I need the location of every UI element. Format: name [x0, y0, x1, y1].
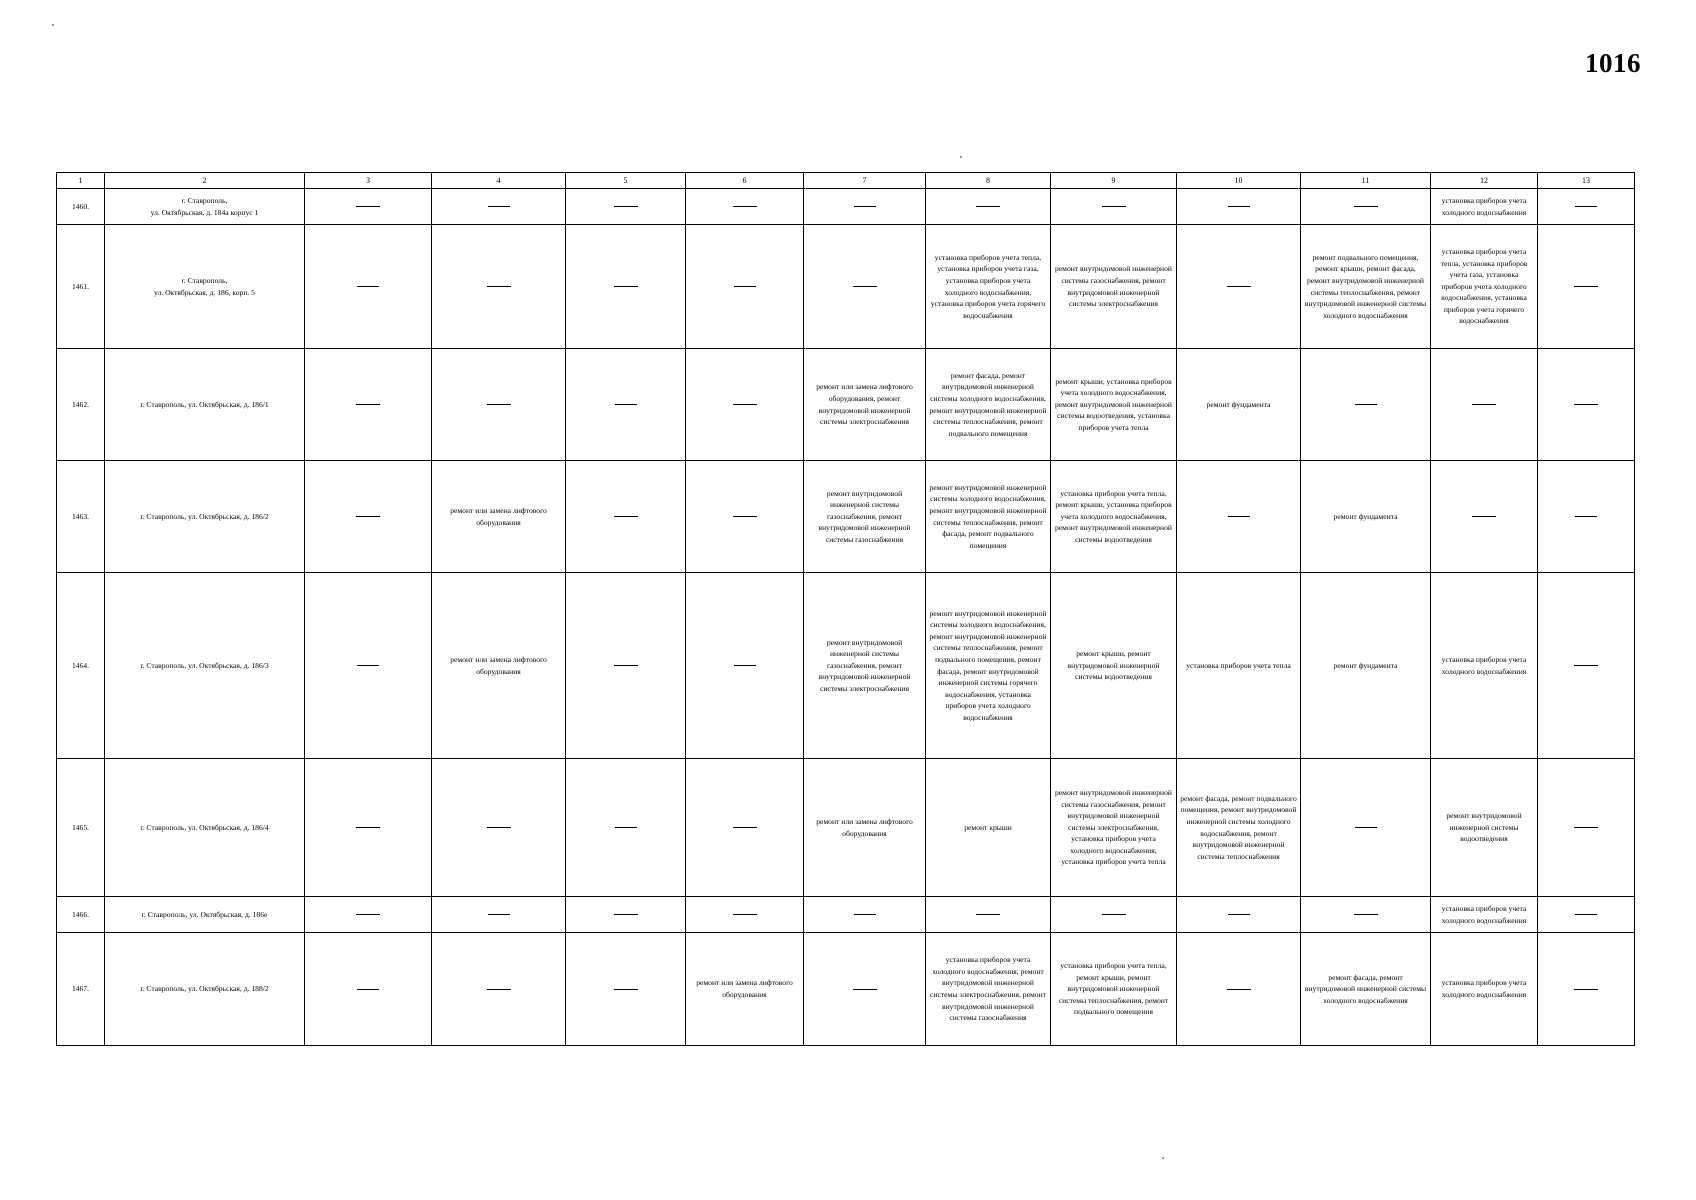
address-cell: г. Ставрополь, ул. Октябрьская, д. 186/1: [105, 349, 305, 461]
dash-mark: [1228, 914, 1250, 915]
dash-mark: [487, 827, 511, 828]
empty-dash-cell: [926, 189, 1051, 225]
table-row: [57, 189, 1635, 225]
dash-mark: [733, 914, 757, 915]
work-type-cell: ремонт внутридомовой инженерной системы водоотведения: [1431, 759, 1538, 897]
dash-mark: [614, 989, 638, 990]
empty-dash-cell: [1177, 897, 1301, 933]
row-number-cell: 1463.: [57, 461, 105, 573]
dash-mark: [487, 404, 511, 405]
empty-dash-cell: [1301, 189, 1431, 225]
scan-speck: [960, 156, 962, 158]
empty-dash-cell: [804, 933, 926, 1046]
empty-dash-cell: [1538, 573, 1635, 759]
dash-mark: [356, 516, 380, 517]
address-cell: г. Ставрополь, ул. Октябрьская, д. 186/3: [105, 573, 305, 759]
empty-dash-cell: [305, 759, 432, 897]
empty-dash-cell: [1431, 349, 1538, 461]
empty-dash-cell: [1177, 461, 1301, 573]
dash-mark: [734, 665, 756, 666]
empty-dash-cell: [305, 349, 432, 461]
dash-mark: [733, 206, 757, 207]
work-type-cell: ремонт или замена лифтового оборудования, ремонт внутридомовой инженерной системы электроснабжения: [804, 349, 926, 461]
dash-mark: [734, 286, 756, 287]
dash-mark: [854, 206, 876, 207]
work-type-cell: ремонт фасада, ремонт подвального помещения, ремонт внутридомовой инженерной системы холодного водоснабжения, ремонт внутридомовой инженерной системы теплоснабжения: [1177, 759, 1301, 897]
empty-dash-cell: [566, 349, 686, 461]
dash-mark: [1575, 206, 1597, 207]
address-cell: г. Ставрополь, ул. Октябрьская, д. 184а корпус 1: [105, 189, 305, 225]
dash-mark: [853, 286, 877, 287]
empty-dash-cell: [566, 897, 686, 933]
row-number-cell: 1464.: [57, 573, 105, 759]
work-type-cell: установка приборов учета тепла: [1177, 573, 1301, 759]
work-type-cell: ремонт фундамента: [1177, 349, 1301, 461]
address-cell: г. Ставрополь, ул. Октябрьская, д. 186е: [105, 897, 305, 933]
empty-dash-cell: [686, 759, 804, 897]
address-cell: г. Ставрополь, ул. Октябрьская, д. 186/2: [105, 461, 305, 573]
empty-dash-cell: [804, 225, 926, 349]
work-type-cell: установка приборов учета тепла, ремонт крыши, установка приборов учета холодного водоснабжения, ремонт внутридомовой инженерной системы водоотведения: [1051, 461, 1177, 573]
work-type-cell: ремонт или замена лифтового оборудования: [804, 759, 926, 897]
scan-speck: [1162, 1157, 1164, 1159]
dash-mark: [976, 206, 1000, 207]
work-type-cell: ремонт внутридомовой инженерной системы газоснабжения, ремонт внутридомовой инженерной системы электроснабжения: [1051, 225, 1177, 349]
work-type-cell: ремонт крыши: [926, 759, 1051, 897]
dash-mark: [1472, 516, 1496, 517]
scan-speck: [52, 24, 54, 26]
dash-mark: [1227, 286, 1251, 287]
empty-dash-cell: [432, 759, 566, 897]
dash-mark: [356, 827, 380, 828]
empty-dash-cell: [1177, 933, 1301, 1046]
dash-mark: [1354, 206, 1378, 207]
dash-mark: [356, 404, 380, 405]
work-type-cell: ремонт подвального помещения, ремонт крыши, ремонт фасада, ремонт внутридомовой инженерной системы теплоснабжения, ремонт внутридомовой инженерной системы холодного водоснабжения: [1301, 225, 1431, 349]
empty-dash-cell: [1538, 189, 1635, 225]
dash-mark: [614, 914, 638, 915]
page-number: 1016: [1585, 48, 1641, 78]
table-row: [57, 897, 1635, 933]
empty-dash-cell: [566, 933, 686, 1046]
empty-dash-cell: [566, 573, 686, 759]
empty-dash-cell: [566, 189, 686, 225]
empty-dash-cell: [1538, 225, 1635, 349]
table-header-row: [57, 173, 1635, 189]
dash-mark: [1575, 516, 1597, 517]
dash-mark: [1355, 827, 1377, 828]
row-number-cell: 1466.: [57, 897, 105, 933]
column-header: 1: [57, 173, 105, 189]
dash-mark: [614, 516, 638, 517]
empty-dash-cell: [686, 461, 804, 573]
column-header: 8: [926, 173, 1051, 189]
work-type-cell: установка приборов учета холодного водоснабжения: [1431, 933, 1538, 1046]
empty-dash-cell: [566, 225, 686, 349]
empty-dash-cell: [305, 189, 432, 225]
empty-dash-cell: [1538, 897, 1635, 933]
work-type-cell: ремонт внутридомовой инженерной системы газоснабжения, ремонт внутридомовой инженерной системы газоснабжения: [804, 461, 926, 573]
dash-mark: [1354, 914, 1378, 915]
empty-dash-cell: [804, 189, 926, 225]
empty-dash-cell: [305, 225, 432, 349]
address-cell: г. Ставрополь, ул. Октябрьская, д. 186/4: [105, 759, 305, 897]
dash-mark: [614, 286, 638, 287]
work-type-cell: ремонт крыши, установка приборов учета холодного водоснабжения, ремонт внутридомовой инженерной системы водоотведения, установка приборов учета тепла: [1051, 349, 1177, 461]
work-type-cell: ремонт фасада, ремонт внутридомовой инженерной системы холодного водоснабжения, ремонт внутридомовой инженерной системы теплоснабжения, ремонт подвального помещения: [926, 349, 1051, 461]
work-type-cell: установка приборов учета холодного водоснабжения, ремонт внутридомовой инженерной системы электроснабжения, ремонт внутридомовой инженерной системы газоснабжения: [926, 933, 1051, 1046]
work-type-cell: ремонт или замена лифтового оборудования: [432, 461, 566, 573]
work-type-cell: ремонт или замена лифтового оборудования: [686, 933, 804, 1046]
empty-dash-cell: [686, 573, 804, 759]
column-header: 12: [1431, 173, 1538, 189]
empty-dash-cell: [1431, 461, 1538, 573]
empty-dash-cell: [432, 189, 566, 225]
column-header: 4: [432, 173, 566, 189]
empty-dash-cell: [432, 225, 566, 349]
empty-dash-cell: [1301, 759, 1431, 897]
empty-dash-cell: [305, 933, 432, 1046]
column-header: 3: [305, 173, 432, 189]
column-header: 13: [1538, 173, 1635, 189]
empty-dash-cell: [1051, 189, 1177, 225]
empty-dash-cell: [566, 461, 686, 573]
dash-mark: [614, 665, 638, 666]
row-number-cell: 1461.: [57, 225, 105, 349]
column-header: 7: [804, 173, 926, 189]
work-type-cell: ремонт фасада, ремонт внутридомовой инженерной системы холодного водоснабжения: [1301, 933, 1431, 1046]
dash-mark: [357, 665, 379, 666]
dash-mark: [1227, 989, 1251, 990]
column-header: 5: [566, 173, 686, 189]
work-type-cell: ремонт фундамента: [1301, 461, 1431, 573]
dash-mark: [853, 989, 877, 990]
dash-mark: [488, 914, 510, 915]
empty-dash-cell: [432, 897, 566, 933]
work-type-cell: установка приборов учета холодного водоснабжения: [1431, 189, 1538, 225]
work-type-cell: ремонт внутридомовой инженерной системы холодного водоснабжения, ремонт внутридомовой инженерной системы теплоснабжения, ремонт фасада, ремонт подвального помещения: [926, 461, 1051, 573]
empty-dash-cell: [1301, 349, 1431, 461]
dash-mark: [1574, 286, 1598, 287]
empty-dash-cell: [1177, 189, 1301, 225]
work-type-cell: ремонт внутридомовой инженерной системы холодного водоснабжения, ремонт внутридомовой инженерной системы теплоснабжения, ремонт подвального помещения, ремонт фасада, ремонт внутридомовой инженерной системы горячего водоснабжения, установка приборов учета холодного водоснабжения: [926, 573, 1051, 759]
row-number-cell: 1462.: [57, 349, 105, 461]
dash-mark: [733, 516, 757, 517]
empty-dash-cell: [432, 349, 566, 461]
dash-mark: [1228, 516, 1250, 517]
empty-dash-cell: [1051, 897, 1177, 933]
dash-mark: [1102, 914, 1126, 915]
dash-mark: [356, 914, 380, 915]
work-type-cell: установка приборов учета холодного водоснабжения: [1431, 573, 1538, 759]
row-number-cell: 1465.: [57, 759, 105, 897]
empty-dash-cell: [686, 897, 804, 933]
empty-dash-cell: [1538, 933, 1635, 1046]
dash-mark: [615, 404, 637, 405]
work-type-cell: установка приборов учета холодного водоснабжения: [1431, 897, 1538, 933]
address-cell: г. Ставрополь, ул. Октябрьская, д. 188/2: [105, 933, 305, 1046]
column-header: 11: [1301, 173, 1431, 189]
empty-dash-cell: [686, 349, 804, 461]
work-type-cell: ремонт внутридомовой инженерной системы газоснабжения, ремонт внутридомовой инженерной системы электроснабжения, установка приборов учета холодного водоснабжения, установка приборов учета тепла: [1051, 759, 1177, 897]
column-header: 10: [1177, 173, 1301, 189]
dash-mark: [1575, 914, 1597, 915]
work-type-cell: установка приборов учета тепла, установка приборов учета газа, установка приборов учета холодного водоснабжения, установка приборов учета горячего водоснабжения: [1431, 225, 1538, 349]
empty-dash-cell: [432, 933, 566, 1046]
repair-schedule-table: [56, 172, 1635, 1046]
empty-dash-cell: [1177, 225, 1301, 349]
empty-dash-cell: [566, 759, 686, 897]
dash-mark: [1574, 989, 1598, 990]
empty-dash-cell: [926, 897, 1051, 933]
table-row: [57, 349, 1635, 461]
dash-mark: [1574, 827, 1598, 828]
dash-mark: [1102, 206, 1126, 207]
dash-mark: [1574, 665, 1598, 666]
table-row: [57, 461, 1635, 573]
dash-mark: [488, 206, 510, 207]
row-number-cell: 1460.: [57, 189, 105, 225]
empty-dash-cell: [305, 573, 432, 759]
dash-mark: [357, 989, 379, 990]
dash-mark: [1574, 404, 1598, 405]
empty-dash-cell: [1301, 897, 1431, 933]
empty-dash-cell: [686, 225, 804, 349]
row-number-cell: 1467.: [57, 933, 105, 1046]
dash-mark: [356, 206, 380, 207]
dash-mark: [615, 827, 637, 828]
dash-mark: [733, 404, 757, 405]
dash-mark: [733, 827, 757, 828]
dash-mark: [1472, 404, 1496, 405]
table-row: [57, 759, 1635, 897]
address-cell: г. Ставрополь, ул. Октябрьская, д. 186, корп. 5: [105, 225, 305, 349]
empty-dash-cell: [686, 189, 804, 225]
table-row: [57, 225, 1635, 349]
column-header: 9: [1051, 173, 1177, 189]
empty-dash-cell: [305, 461, 432, 573]
empty-dash-cell: [1538, 461, 1635, 573]
work-type-cell: ремонт крыши, ремонт внутридомовой инженерной системы водоотведения: [1051, 573, 1177, 759]
work-type-cell: ремонт внутридомовой инженерной системы газоснабжения, ремонт внутридомовой инженерной системы электроснабжения: [804, 573, 926, 759]
dash-mark: [357, 286, 379, 287]
table-row: [57, 933, 1635, 1046]
empty-dash-cell: [1538, 349, 1635, 461]
table-row: [57, 573, 1635, 759]
dash-mark: [976, 914, 1000, 915]
empty-dash-cell: [804, 897, 926, 933]
dash-mark: [854, 914, 876, 915]
work-type-cell: установка приборов учета тепла, ремонт крыши, ремонт внутридомовой инженерной системы теплоснабжения, ремонт подвального помещения: [1051, 933, 1177, 1046]
dash-mark: [487, 286, 511, 287]
dash-mark: [487, 989, 511, 990]
column-header: 6: [686, 173, 804, 189]
work-type-cell: установка приборов учета тепла, установка приборов учета газа, установка приборов учета холодного водоснабжения, установка приборов учета горячего водоснабжения: [926, 225, 1051, 349]
empty-dash-cell: [305, 897, 432, 933]
dash-mark: [1228, 206, 1250, 207]
empty-dash-cell: [1538, 759, 1635, 897]
dash-mark: [614, 206, 638, 207]
work-type-cell: ремонт фундамента: [1301, 573, 1431, 759]
work-type-cell: ремонт или замена лифтового оборудования: [432, 573, 566, 759]
column-header: 2: [105, 173, 305, 189]
dash-mark: [1355, 404, 1377, 405]
